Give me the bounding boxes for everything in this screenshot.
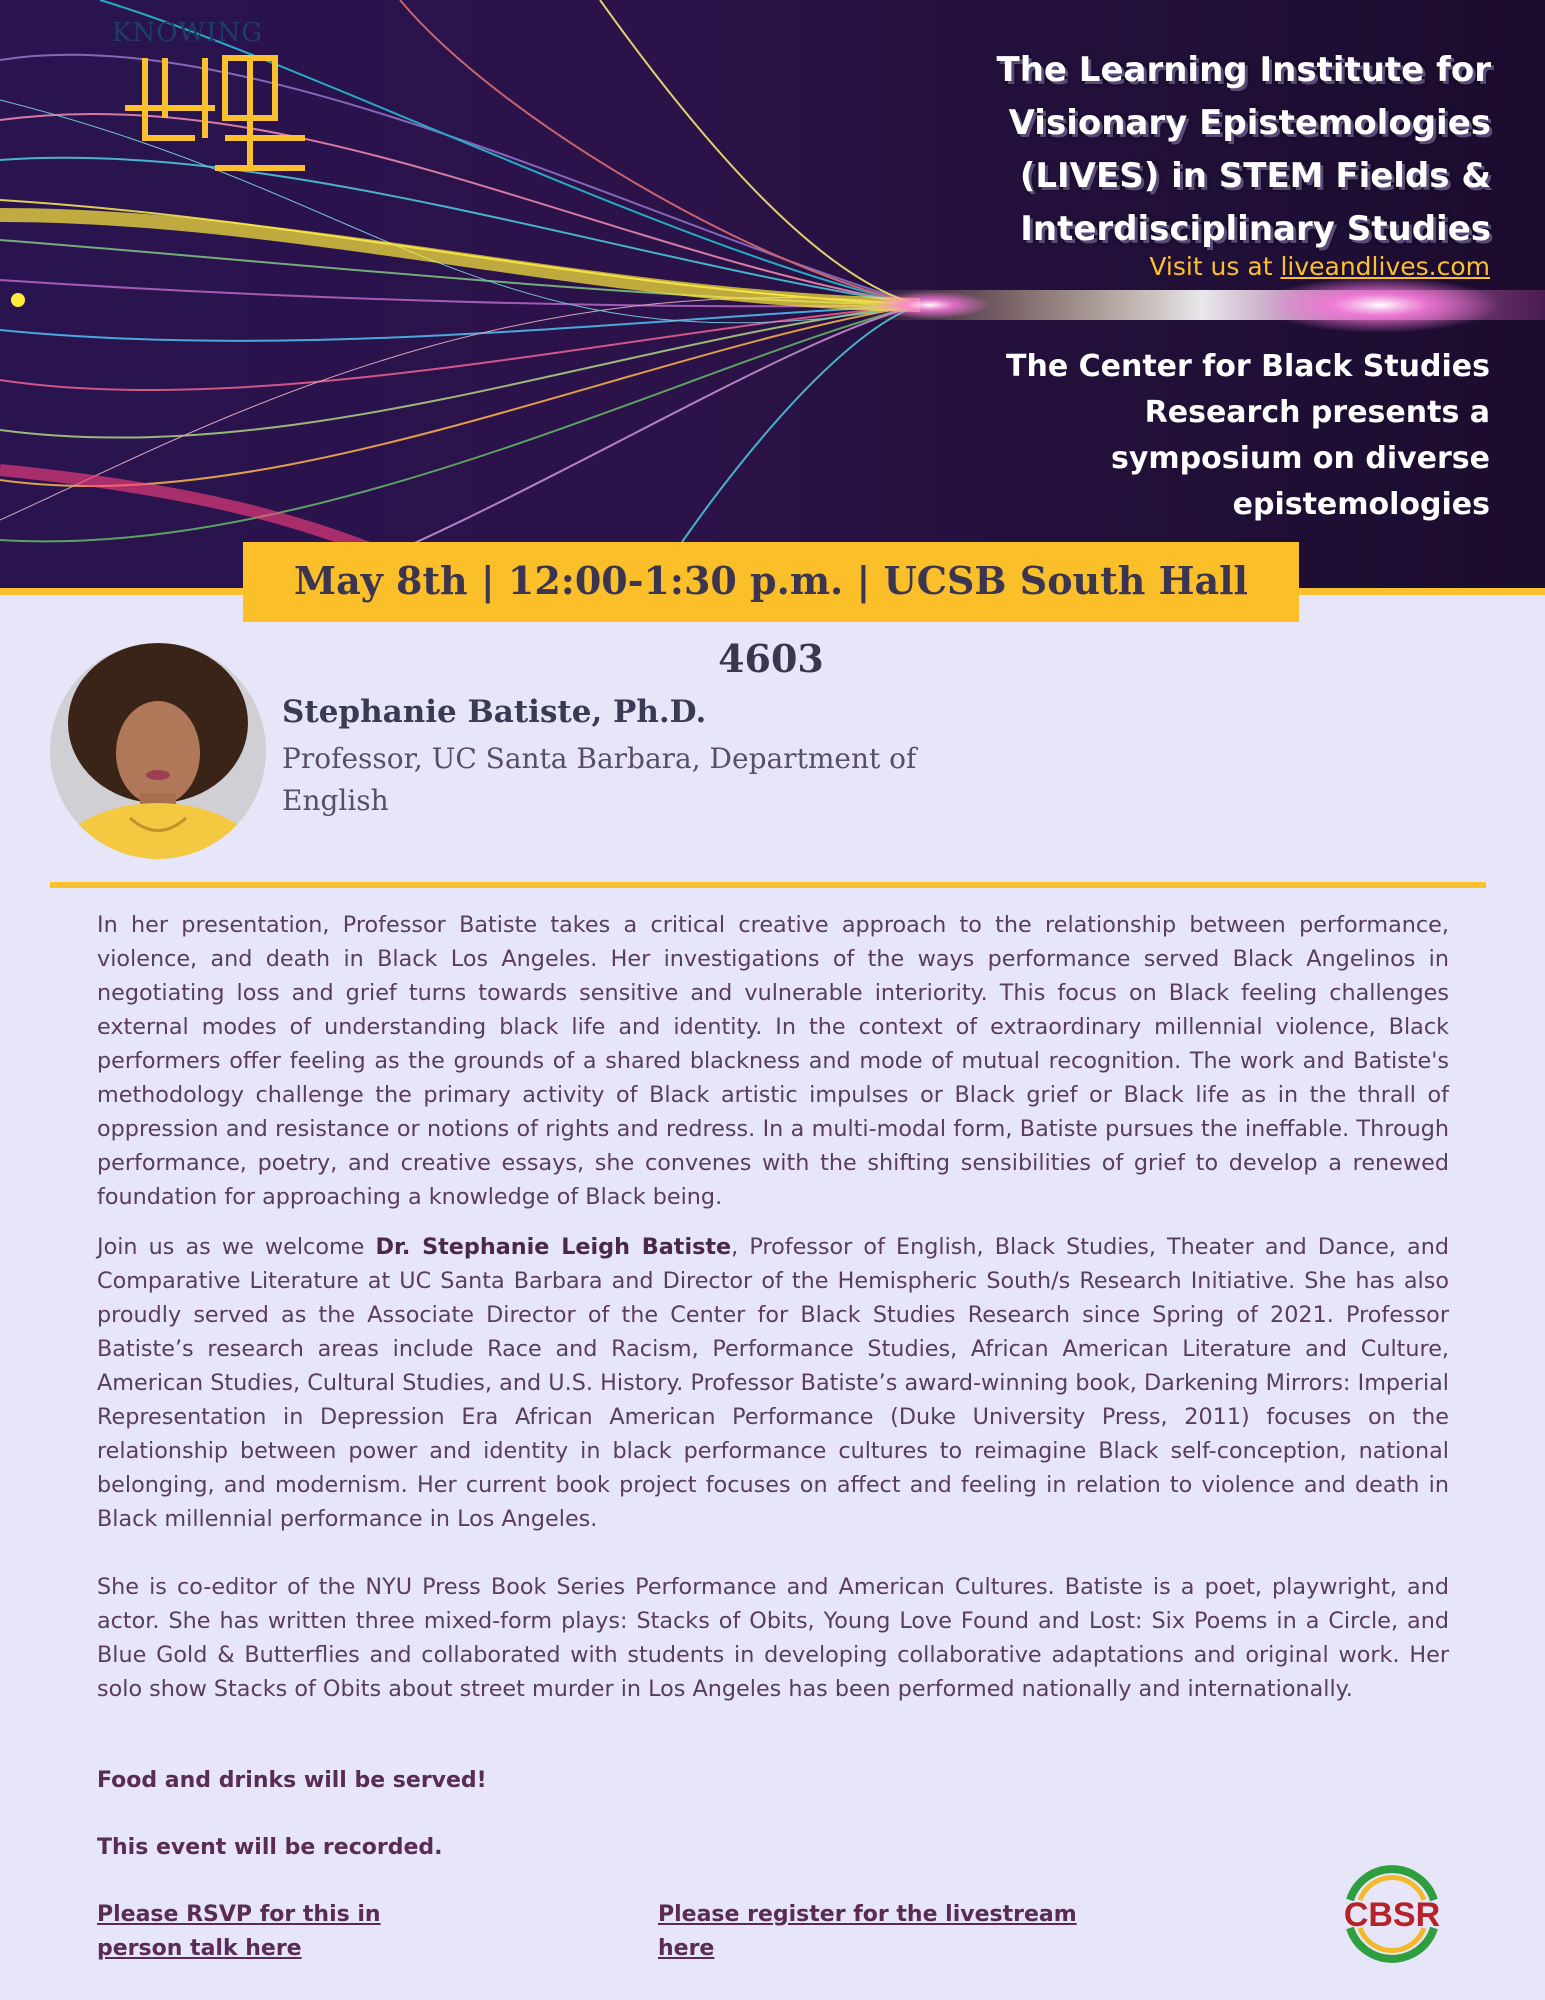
cbsr-logo-text: CBSR — [1343, 1896, 1441, 1934]
livestream-link[interactable] — [658, 1898, 1077, 1966]
cbsr-logo-icon — [1332, 1860, 1452, 1966]
title-line: Visionary Epistemologies — [1008, 103, 1491, 143]
lives-logo-icon — [105, 18, 325, 178]
title-line: The Learning Institute for — [996, 50, 1491, 90]
food-note: Food and drinks will be served! — [97, 1768, 487, 1793]
rsvp-link-line[interactable]: person talk here — [97, 1936, 302, 1961]
bio-paragraph — [97, 1230, 1449, 1536]
presents-line: Research presents a — [1144, 395, 1490, 430]
presents-line: The Center for Black Studies — [1006, 349, 1490, 384]
event-description — [97, 908, 1449, 1722]
speaker-role-line: English — [282, 784, 389, 817]
speaker-role — [282, 738, 922, 822]
recording-note: This event will be recorded. — [97, 1835, 443, 1860]
speaker-full-name: Dr. Stephanie Leigh Batiste — [375, 1234, 732, 1260]
event-details-bar: May 8th | 12:00-1:30 p.m. | UCSB South Hall 4603 — [243, 542, 1299, 622]
livestream-link-line[interactable]: here — [658, 1936, 715, 1961]
livestream-link-line[interactable]: Please register for the livestream — [658, 1902, 1077, 1927]
section-divider — [50, 882, 1486, 888]
bio-prefix: Join us as we welcome — [97, 1234, 376, 1260]
institute-title — [931, 44, 1491, 256]
visit-prefix: Visit us at — [1149, 252, 1281, 281]
speaker-name: Stephanie Batiste, Ph.D. — [282, 694, 707, 730]
logo-wordmark: KNOWING — [112, 18, 264, 48]
presents-text — [970, 344, 1490, 528]
description-paragraph: In her presentation, Professor Batiste takes a critical creative approach to the relationship between performance, violence, and death in Black Los Angeles. Her investigations of the ways performance served Black Angelinos in negotiating loss and grief turns towards sensitive and vulnerable interiority. This focus on Black feeling challenges external modes of understanding black life and identity. In the context of extraordinary millennial violence, Black performers offer feeling as the grounds of a shared blackness and mode of mutual recognition. The work and Batiste's methodology challenge the primary activity of Black artistic impulses or Black grief or Black life as in the thrall of oppression and resistance or notions of rights and redress. In a multi-modal form, Batiste pursues the ineffable. Through performance, poetry, and creative essays, she convenes with the shifting sensibilities of grief to develop a renewed foundation for approaching a knowledge of Black being. — [97, 912, 1449, 1210]
speaker-photo — [50, 643, 266, 859]
presents-line: symposium on diverse — [1110, 441, 1490, 476]
speaker-portrait-icon — [50, 643, 266, 859]
rsvp-link[interactable] — [97, 1898, 381, 1966]
presents-line: epistemologies — [1232, 487, 1490, 522]
title-line: Interdisciplinary Studies — [1020, 209, 1491, 249]
rsvp-link-line[interactable]: Please RSVP for this in — [97, 1902, 381, 1927]
bio-paragraph-2: She is co-editor of the NYU Press Book Series Performance and American Cultures. Batiste is a poet, playwright, and actor. She has written three mixed-form plays: Stacks of Obits, Young Love Found and Lost: Six Poems in a Circle, and Blue Gold & Butterflies and collaborated with students in developing collaborative adaptations and original work. Her solo show Stacks of Obits about street murder in Los Angeles has been performed nationally and internationally. — [97, 1574, 1449, 1702]
title-line: (LIVES) in STEM Fields & — [1019, 156, 1491, 196]
bio-rest: , Professor of English, Black Studies, Theater and Dance, and Comparative Literature at UC Santa Barbara and Director of the Hemispheric South/s Research Initiative. She has also proudly served as the Associate Director of the Center for Black Studies Research since Spring of 2021. Professor Batiste’s research areas include Race and Racism, Performance Studies, African American Literature and Culture, American Studies, Cultural Studies, and U.S. History. Professor Batiste’s award-winning book, Darkening Mirrors: Imperial Representation in Depression Era African American Performance (Duke University Press, 2011) focuses on the relationship between power and identity in black performance cultures to reimagine Black self-conception, national belonging, and modernism. Her current book project focuses on affect and feeling in relation to violence and death in Black millennial performance in Los Angeles. — [97, 1234, 1449, 1532]
website-link[interactable]: liveandlives.com — [1280, 252, 1490, 281]
header-banner — [0, 0, 1545, 590]
speaker-role-line: Professor, UC Santa Barbara, Department of — [282, 742, 917, 775]
visit-line — [1149, 252, 1490, 281]
